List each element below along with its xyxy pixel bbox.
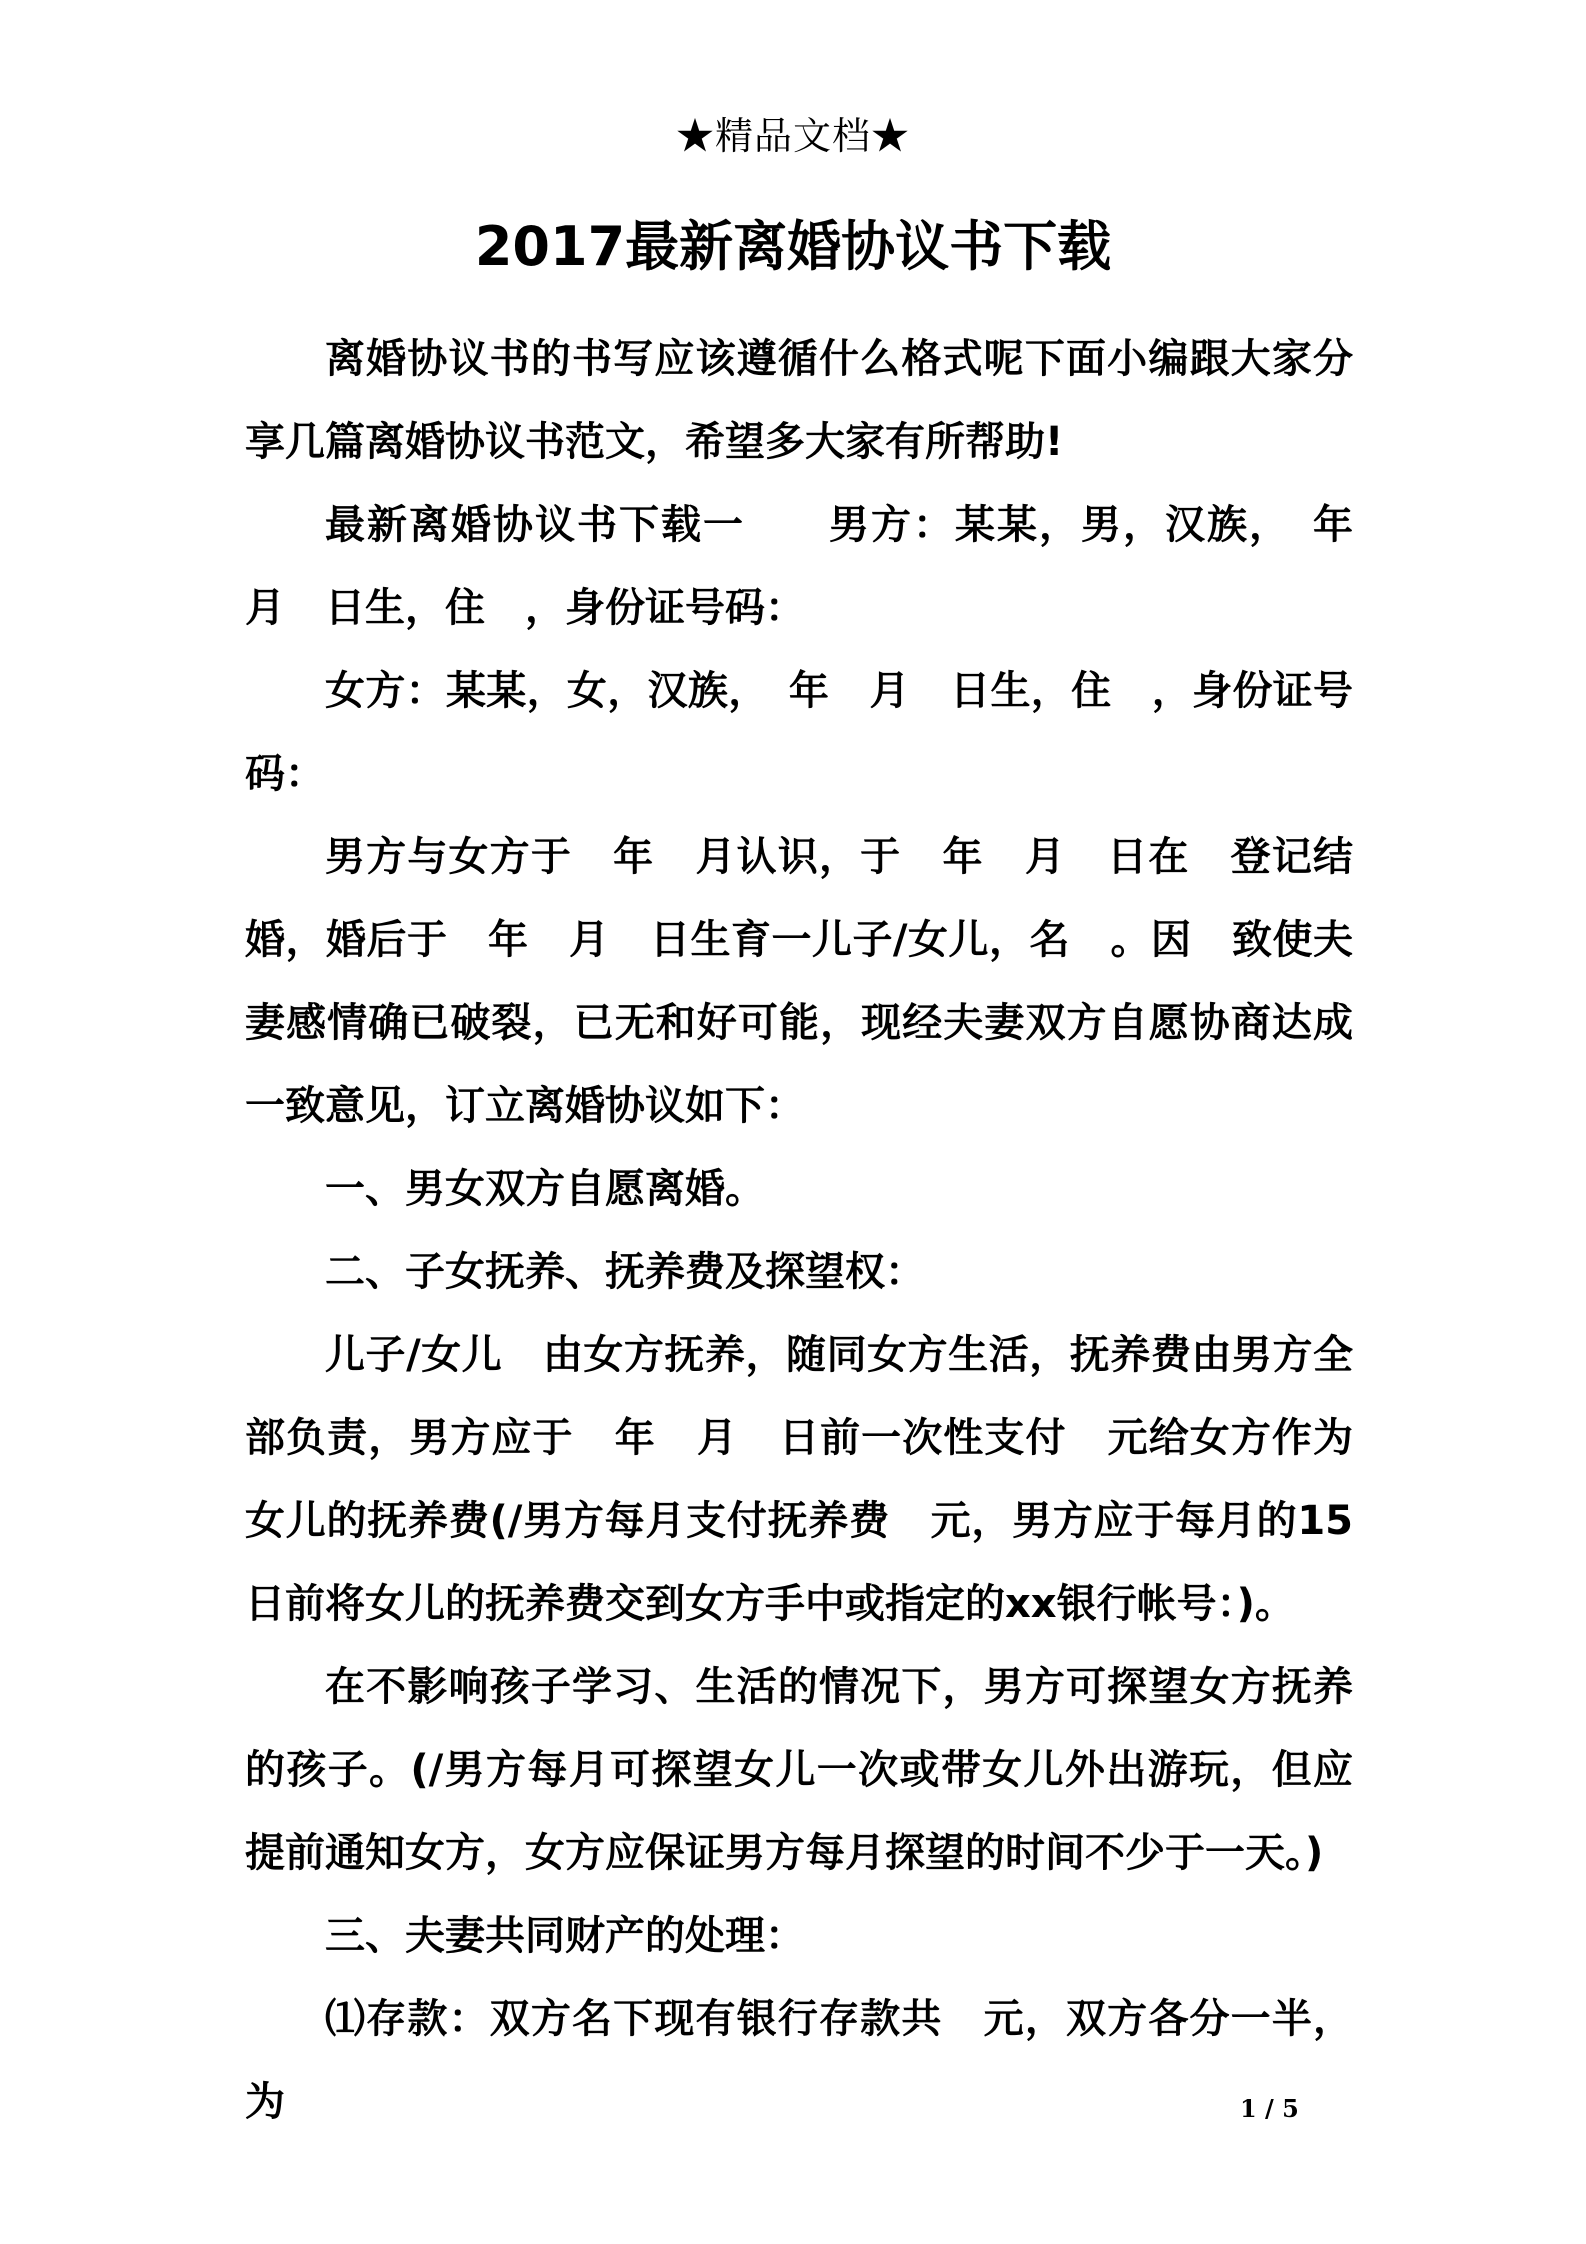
- body-paragraph-8: 在不影响孩子学习、生活的情况下，男方可探望女方抚养的孩子。(/男方每月可探望女儿一次或带女儿外出游玩，但应提前通知女方，女方应保证男方每月探望的时间不少于一天。): [245, 1664, 1353, 1876]
- body-paragraph-1: 离婚协议书的书写应该遵循什么格式呢下面小编跟大家分享几篇离婚协议书范文，希望多大家有所帮助!: [245, 336, 1353, 465]
- document-header-label: ★精品文档★: [675, 114, 910, 158]
- body-paragraph-3: 女方：某某，女，汉族， 年 月 日生，住 ，身份证号码：: [245, 668, 1353, 797]
- body-paragraph-2: 最新离婚协议书下载一 男方：某某，男，汉族， 年 月 日生，住 ，身份证号码：: [245, 502, 1393, 631]
- body-paragraph-6: 二、子女抚养、抚养费及探望权：: [325, 1249, 925, 1295]
- page-number: 1 / 5: [1240, 2094, 1299, 2123]
- body-paragraph-9: 三、夫妻共同财产的处理：: [325, 1913, 805, 1959]
- body-paragraph-7: 儿子/女儿 由女方抚养，随同女方生活，抚养费由男方全部负责，男方应于 年 月 日前一次性支付 元给女方作为女儿的抚养费(/男方每月支付抚养费 元，男方应于每月的15日前将女儿的抚养费交到女方手中或指定的xx银行帐号：)。: [245, 1332, 1353, 1627]
- document-body: [245, 318, 1393, 2144]
- body-paragraph-10: ⑴存款：双方名下现有银行存款共 元，双方各分一半，为: [245, 1996, 1353, 2125]
- body-paragraph-5: 一、男女双方自愿离婚。: [325, 1166, 765, 1212]
- document-title: 2017最新离婚协议书下载: [474, 215, 1112, 278]
- body-paragraph-4: 男方与女方于 年 月认识，于 年 月 日在 登记结婚，婚后于 年 月 日生育一儿子/女儿，名 。因 致使夫妻感情确已破裂，已无和好可能，现经夫妻双方自愿协商达成一致意见，订立离婚协议如下：: [245, 834, 1353, 1129]
